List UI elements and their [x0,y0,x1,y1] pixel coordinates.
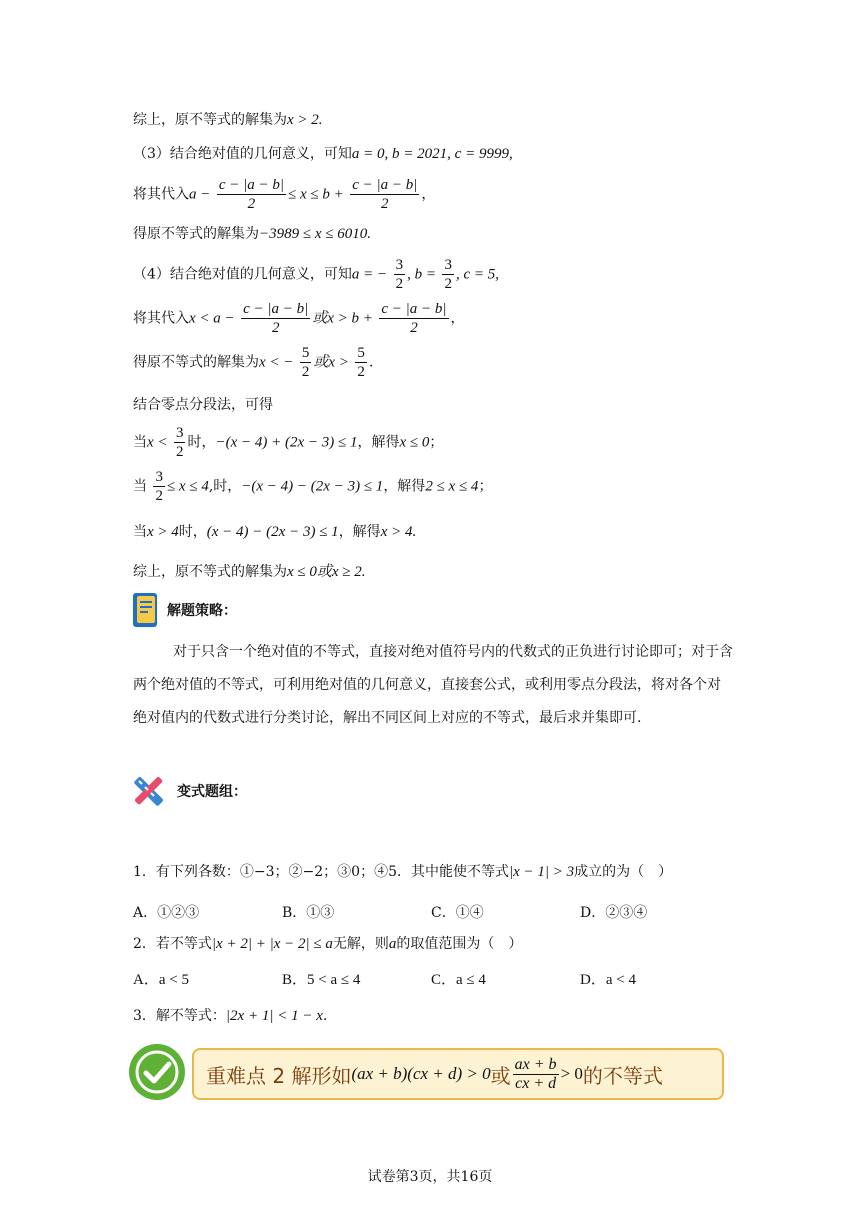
fraction-numerator: c − |a − b| [352,177,418,193]
fraction [153,468,165,505]
math: x < [147,434,168,451]
text: ，解得 [338,524,381,540]
math: , c = 5, [455,266,499,283]
text: 综上，原不等式的解集为 [133,564,287,580]
text-line [133,395,273,415]
text: 的取值范围为（ ） [396,936,523,952]
text-line [133,144,513,164]
math: −3989 ≤ x ≤ 6010. [259,226,371,242]
fraction-denominator: 2 [247,196,256,212]
math: x < − [259,354,294,371]
fraction [174,424,186,461]
text-line [133,424,443,461]
question-3 [133,1006,327,1026]
option-d: D．②③④ [580,905,648,921]
text: ,时， [208,478,242,495]
fraction-denominator: 2 [410,320,418,336]
variant-header [129,771,247,811]
math: −(x − 4) + (2x − 3) ≤ 1 [215,434,358,451]
text: ， [450,310,465,327]
fraction-numerator: 3 [175,425,184,441]
banner-expr: (ax + b)(cx + d) > 0 [351,1064,491,1083]
fraction-numerator: 3 [444,257,452,273]
text-line [133,224,371,244]
fraction [217,176,286,213]
section-banner [129,1041,725,1103]
math: ≤ x ≤ 4 [166,478,209,495]
text: 1．有下列各数：①−3；②−2；③0；④5．其中能使不等式 [133,864,509,880]
math: |2x + 1| < 1 − x [225,1008,323,1024]
fraction [300,344,312,381]
text: 结合零点分段法，可得 [133,397,273,413]
math: x > 2. [287,112,323,128]
text: 得原不等式的解集为 [133,354,259,371]
question-1 [133,862,672,882]
text: 无解，则 [332,936,389,952]
fraction-denominator: 2 [271,320,280,336]
banner-label: 重难点 2 解形如 [206,1063,352,1088]
fraction-denominator: cx + d [515,1074,557,1092]
fraction-numerator: 5 [357,345,365,361]
text: ， [421,186,436,203]
fraction-numerator: 5 [301,345,310,361]
fraction [442,256,454,293]
fraction [355,344,367,381]
fraction [350,176,419,213]
math: a = 0, b = 2021, c = 9999, [351,146,513,162]
text: 3．解不等式： [133,1008,226,1024]
strategy-header [131,592,237,628]
text: （3）结合绝对值的几何意义，可知 [133,146,352,162]
math: −(x − 4) − (2x − 3) ≤ 1 [241,478,384,495]
fraction-denominator: 2 [155,488,163,504]
math: x > 4 [147,524,179,540]
math: x < a − [189,310,235,327]
math: , b = [407,266,436,283]
math: ≤ x ≤ b + [287,186,344,203]
check-icon [129,1044,185,1100]
text-line [133,562,366,582]
ruler-pencil-icon [129,771,169,811]
fraction-denominator: 2 [395,276,404,292]
text: 时， [178,524,207,540]
text: 将其代入 [133,186,189,203]
banner-tail: 的不等式 [582,1063,663,1088]
banner-or: 或 [490,1063,511,1088]
text: 时， [187,434,216,451]
fraction-denominator: 2 [381,196,389,212]
option-a: A．a < 5 [133,972,189,988]
banner-gt: > 0 [560,1064,583,1083]
option-b: B．5 < a ≤ 4 [282,972,361,988]
text-line [133,300,465,337]
math: a = − [351,266,388,283]
variant-title: 变式题组： [177,784,247,800]
text: （4）结合绝对值的几何意义，可知 [133,266,352,283]
text: . [368,354,374,371]
math: |x − 1| > 3 [509,864,575,880]
math: a [388,936,397,952]
text: . [322,1008,328,1024]
text: 将其代入 [133,310,189,327]
text: ，解得 [383,478,426,495]
book-icon [131,592,159,628]
text: 成立的为（ ） [574,864,673,880]
fraction-numerator: c − |a − b| [218,177,284,193]
fraction-denominator: 2 [357,364,365,380]
math: |x + 2| + |x − 2| ≤ a [211,936,333,952]
text: 当 [133,434,147,451]
fraction-numerator: 3 [155,469,163,485]
text-line [133,256,499,293]
option-c: C．①④ [431,905,484,921]
option-a: A．①②③ [133,905,200,921]
fraction-denominator: 2 [175,444,184,460]
text-line [133,344,373,381]
text: 当 [133,524,147,540]
math: 2 ≤ x ≤ 4 [425,478,479,495]
fraction [379,300,448,337]
fraction-denominator: 2 [444,276,452,292]
text: 2．若不等式 [133,936,212,952]
text: 综上，原不等式的解集为 [133,112,287,128]
text-line [133,522,416,542]
math: 或x > [313,354,349,371]
text: ； [478,478,493,495]
fraction-denominator: 2 [301,364,310,380]
text: 得原不等式的解集为 [133,226,259,242]
banner-title [192,1048,724,1100]
banner-fraction [513,1056,559,1093]
fraction-numerator: ax + b [514,1055,557,1073]
fraction [241,300,310,337]
fraction-numerator: 3 [395,257,404,273]
text-line [133,110,323,130]
strategy-title: 解题策略： [167,603,237,619]
question-2 [133,934,522,954]
text: ； [429,434,444,451]
fraction-numerator: c − |a − b| [381,301,447,317]
fraction [394,256,406,293]
text: 当 [133,478,147,495]
fraction-numerator: c − |a − b| [243,301,309,317]
math: (x − 4) − (2x − 3) ≤ 1 [206,524,339,540]
text: ，解得 [357,434,400,451]
text-line [133,468,492,505]
math: x ≤ 0或x ≥ 2. [287,564,366,580]
math: x ≤ 0 [399,434,430,451]
strategy-text: 对于只含一个绝对值的不等式，直接对绝对值符号内的代数式的正负进行讨论即可；对于含两个绝对值的不等式，可利用绝对值的几何意义，直接套公式，或利用零点分段法，将对各个对绝对值内的代数式进行分类讨论，解出不同区间上对应的不等式，最后求并集即可. [133,644,733,726]
text-line [133,176,435,213]
math: x > 4. [380,524,417,540]
page-footer: 试卷第3页，共16页 [367,1169,493,1185]
math: 或x > b + [312,310,373,327]
option-d: D．a < 4 [580,972,636,988]
option-c: C．a ≤ 4 [431,972,486,988]
option-b: B．①③ [282,905,335,921]
math: a − [189,186,211,203]
